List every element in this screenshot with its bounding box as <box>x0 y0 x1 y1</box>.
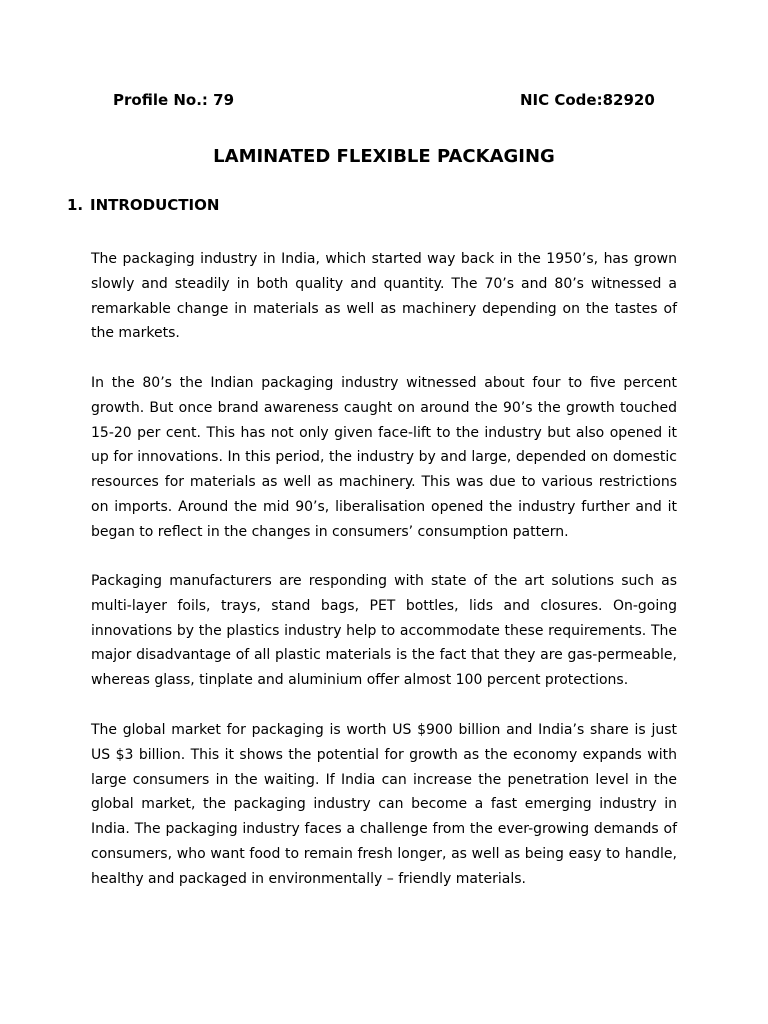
document-title: LAMINATED FLEXIBLE PACKAGING <box>213 146 555 167</box>
paragraph: Packaging manufacturers are responding with state of the art solutions such as multi-layer foils, trays, stand bags, PET bottles, lids and closures. On-going innovations by the plastics industry help to accommodate these requirements. The major disadvantage of all plastic materials is the fact that they are gas-permeable, whereas glass, tinplate and aluminium offer almost 100 percent protections. <box>91 573 677 689</box>
paragraph: The packaging industry in India, which started way back in the 1950’s, has grown slowly and steadily in both quality and quantity. The 70’s and 80’s witnessed a remarkable change in materials as well as machinery depending on the tastes of the markets. <box>91 251 677 342</box>
paragraph: In the 80’s the Indian packaging industry witnessed about four to five percent growth. But once brand awareness caught on around the 90’s the growth touched 15-20 per cent. This has not only given face-lift to the industry but also opened it up for innovations. In this period, the industry by and large, depended on domestic resources for materials as well as machinery. This was due to various restrictions on imports. Around the mid 90’s, liberalisation opened the industry further and it began to reflect in the changes in consumers’ consumption pattern. <box>91 375 677 540</box>
profile-number: Profile No.: 79 <box>113 91 235 109</box>
section-heading <box>67 196 219 214</box>
section-number: 1. <box>67 196 84 214</box>
nic-code: NIC Code:82920 <box>520 91 655 109</box>
paragraph: The global market for packaging is worth US $900 billion and India’s share is just US $3 billion. This it shows the potential for growth as the economy expands with large consumers in the waiting. If India can increase the penetration level in the global market, the packaging industry can become a fast emerging industry in India. The packaging industry faces a challenge from the ever-growing demands of consumers, who want food to remain fresh longer, as well as being easy to handle, healthy and packaged in environmentally – friendly materials. <box>91 722 677 887</box>
document-header <box>0 91 768 111</box>
section-title: INTRODUCTION <box>90 196 220 214</box>
